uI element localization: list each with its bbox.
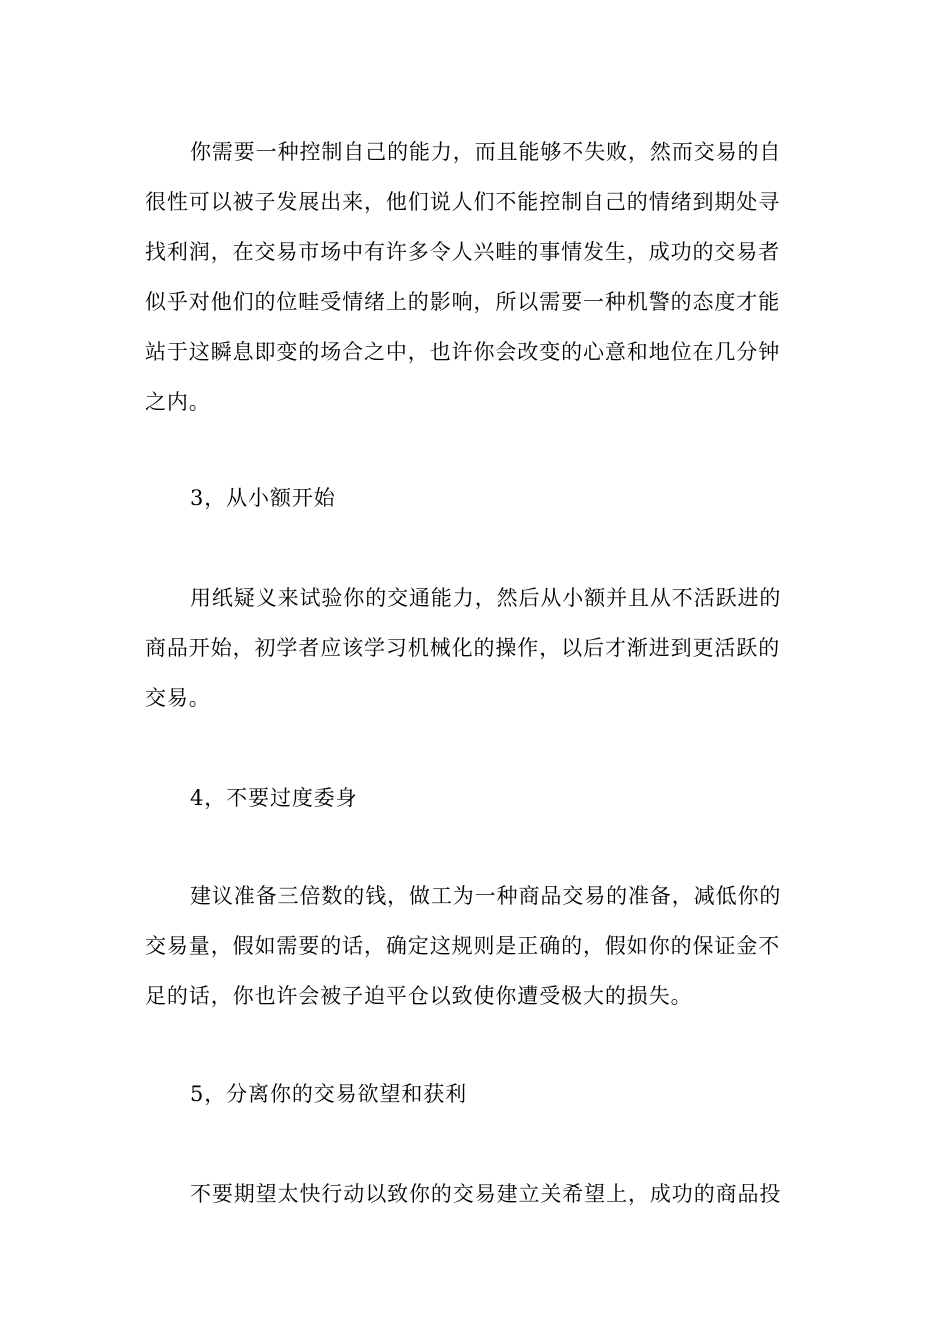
paragraph-line: 之内。 [145, 390, 211, 414]
paragraph-line: 站于这瞬息即变的场合之中，也许你会改变的心意和地位在几分钟 [145, 340, 781, 364]
paragraph-line: 建议准备三倍数的钱，做工为一种商品交易的准备，减低你的 [190, 884, 782, 908]
section-heading: 5，分离你的交易欲望和获利 [190, 1082, 468, 1106]
paragraph-line: 似乎对他们的位畦受情绪上的影响，所以需要一种机警的态度才能 [145, 290, 781, 314]
section-heading: 4，不要过度委身 [190, 786, 358, 810]
paragraph-line: 找利润，在交易市场中有许多令人兴畦的事情发生，成功的交易者 [145, 240, 781, 264]
paragraph-line: 交易量，假如需要的话，确定这规则是正确的，假如你的保证金不 [145, 934, 781, 958]
paragraph-line: 用纸疑义来试验你的交通能力，然后从小额并且从不活跃进的 [190, 586, 782, 610]
paragraph-line: 你需要一种控制自己的能力，而且能够不失败，然而交易的自 [190, 140, 782, 164]
paragraph-line: 交易。 [145, 686, 211, 710]
section-heading: 3，从小额开始 [190, 486, 336, 510]
paragraph-line: 足的话，你也许会被子迫平仓以致使你遭受极大的损失。 [145, 984, 693, 1008]
paragraph-line: 很性可以被子发展出来，他们说人们不能控制自己的情绪到期处寻 [145, 190, 781, 214]
paragraph-line: 不要期望太快行动以致你的交易建立关希望上，成功的商品投 [190, 1182, 782, 1206]
paragraph-line: 商品开始，初学者应该学习机械化的操作，以后才渐进到更活跃的 [145, 636, 781, 660]
